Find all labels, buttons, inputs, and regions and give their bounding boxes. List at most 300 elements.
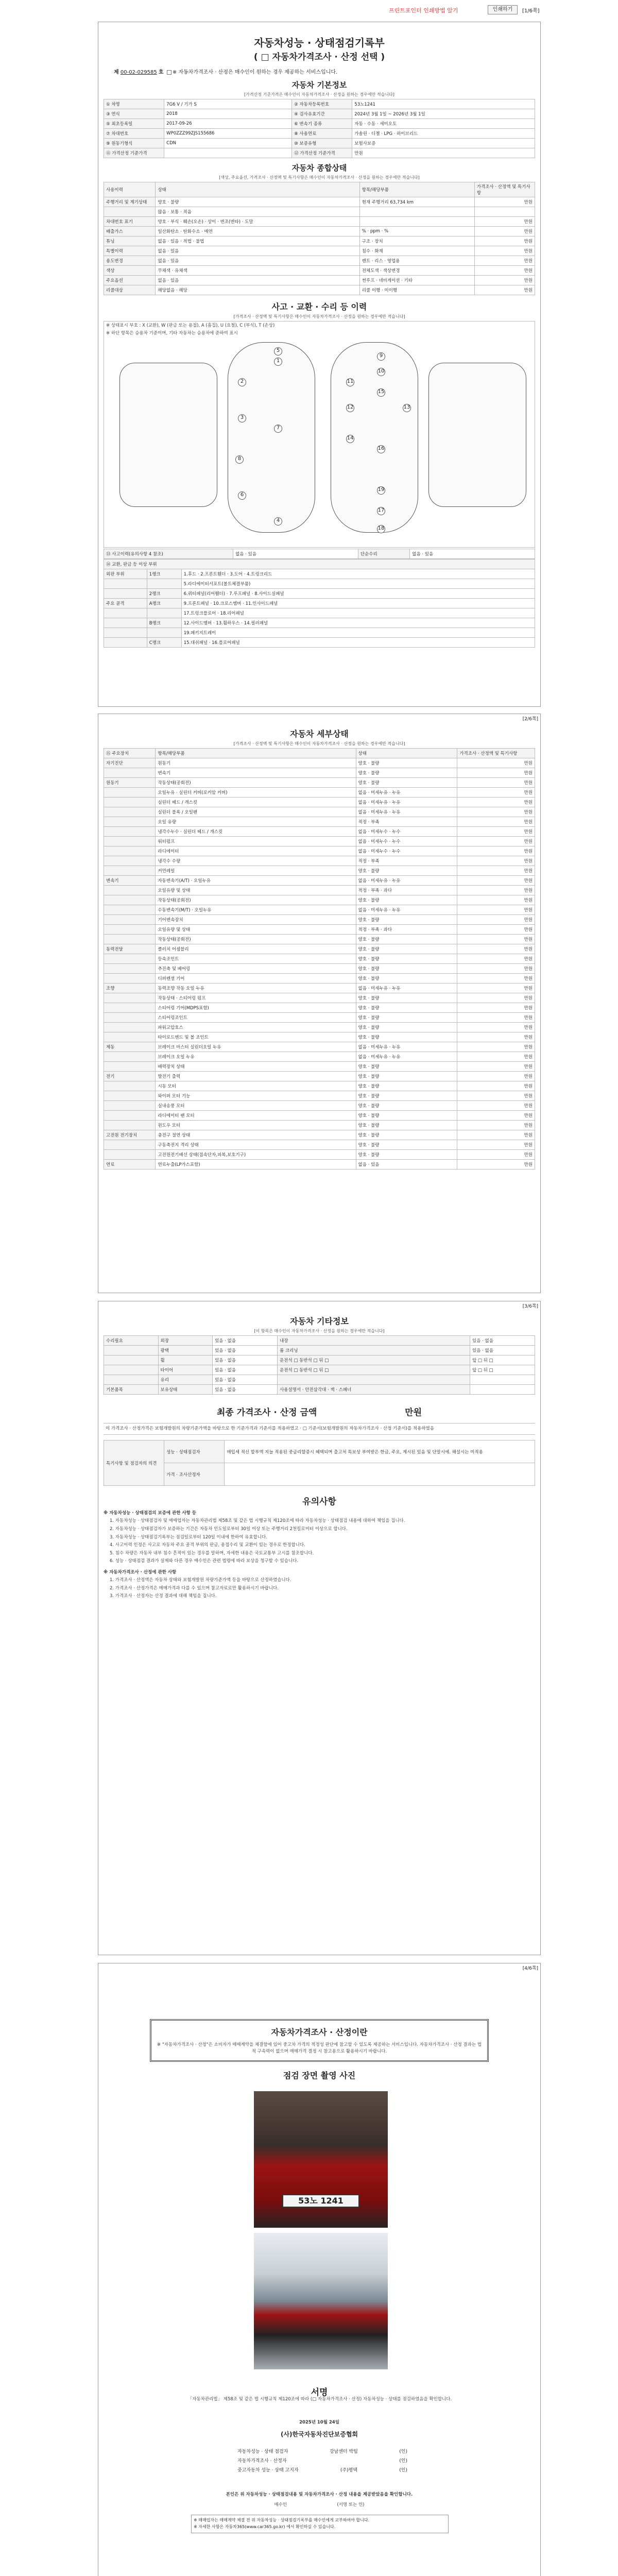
overall-cell: 없음 · 있음 · 적법 · 불법: [156, 236, 359, 246]
basic-label: ⑧ 사용연료: [292, 129, 352, 139]
basic-row: [104, 109, 535, 119]
overall-cell: 만원: [474, 197, 535, 207]
signature-cell: 자동차가격조사 · 산정자: [237, 2459, 287, 2464]
detail-group: [104, 856, 156, 866]
detail-group: 원동기: [104, 778, 156, 788]
doc-title: 자동차성능 · 상태점검기록부: [254, 37, 385, 49]
detail-item: 실내송풍 모터: [156, 1101, 356, 1111]
detail-row: [104, 1003, 535, 1013]
frame-table: [104, 559, 535, 648]
detail-price: 만원: [457, 1072, 535, 1081]
detail-status: 적정 · 부족 · 과다: [356, 886, 457, 895]
other-cell: 광택: [158, 1346, 213, 1355]
frame-row: [104, 569, 535, 579]
detail-item: 커먼레일: [156, 866, 356, 876]
part-label: 17: [377, 507, 385, 515]
notice-title: 유의사항: [302, 1497, 336, 1507]
overall-cell: 색상: [104, 266, 156, 276]
basic-label: ⑪ 가격산정 기준가격: [104, 148, 164, 158]
detail-item: 와이퍼 모터 기능: [156, 1091, 356, 1101]
basic-info-table: [104, 99, 535, 158]
other-cell: 있음 · 없음: [470, 1336, 535, 1346]
detail-row: [104, 1121, 535, 1130]
overall-cell: [359, 207, 474, 217]
detail-status: 양호 · 불량: [356, 1023, 457, 1032]
detail-row: [104, 827, 535, 837]
detail-note: [가격조사 · 산정액 및 특기사항은 매수인이 자동차가격조사 · 산정을 원하는 경우에만 적습니다]: [233, 741, 405, 746]
detail-price: 만원: [457, 1023, 535, 1032]
overall-cell: 차대번호 표기: [104, 217, 156, 227]
detail-status: 양호 · 불량: [356, 1032, 457, 1042]
overall-cell: 없음 · 있음: [156, 246, 359, 256]
detail-row: [104, 866, 535, 876]
detail-row: [104, 758, 535, 768]
other-cell: 유리: [158, 1375, 213, 1385]
detail-row: [104, 925, 535, 935]
overall-row: [104, 285, 535, 295]
overall-cell: 썬루프 · 네비게이션 · 기타: [359, 276, 474, 285]
detail-status: 없음 · 미세누유 · 누유: [356, 905, 457, 915]
overall-cell: % · ppm · %: [359, 227, 474, 236]
basic-label: ⑩ 보증유형: [292, 139, 352, 148]
detail-group: [104, 1062, 156, 1072]
detail-row: [104, 817, 535, 827]
overall-row: [104, 236, 535, 246]
other-cell: [104, 1355, 159, 1365]
overall-cell: 만원: [474, 266, 535, 276]
detail-group: [104, 1081, 156, 1091]
detail-price: 만원: [457, 1111, 535, 1121]
overall-cell: 만원: [474, 227, 535, 236]
detail-price: 만원: [457, 886, 535, 895]
overall-header: 상태: [156, 182, 359, 197]
basic-label: ⑦ 차대번호: [104, 129, 164, 139]
final-price-note: 이 가격조사 · 산정가격은 보험개발원의 차량기준가액을 바탕으로 한 기준가격과 기준서를 적용하였고 · □ 기준서(보험개발원의 자동차가격조사 · 산정 기준서)를 적용하였음: [104, 1423, 535, 1435]
frame-group: [104, 638, 147, 648]
basic-value: [164, 148, 292, 158]
frame-rank: [147, 579, 181, 589]
basic-info-note: [가격산정 기준가격은 매수인이 자동차가격조사 · 산정을 원하는 경우에만 적습니다]: [244, 92, 394, 97]
detail-group: [104, 974, 156, 984]
overall-header: 항목/해당부품: [359, 182, 474, 197]
detail-group: [104, 1052, 156, 1062]
frame-row: [104, 628, 535, 638]
overall-row: [104, 197, 535, 207]
basic-value: 2018: [164, 109, 292, 119]
print-button[interactable]: 인쇄하기: [488, 5, 518, 14]
detail-item: 오일 유량: [156, 817, 356, 827]
signature-cell: 중고자동차 성능 · 상태 고지자: [237, 2468, 299, 2473]
overall-header: 가격조사 · 산정액 및 특기사항: [474, 182, 535, 197]
frame-row: [104, 638, 535, 648]
detail-price: 만원: [457, 827, 535, 837]
signature-cell: (주)평택: [340, 2468, 358, 2473]
overall-cell: 침수 · 화재: [359, 246, 474, 256]
overall-row: [104, 276, 535, 285]
detail-group: 조향: [104, 984, 156, 993]
frame-parts: 1.후드 · 2.프론트휀더 · 3.도어 · 4.트렁크리드: [181, 569, 535, 579]
detail-row: [104, 964, 535, 974]
basic-row: [104, 129, 535, 139]
detail-item: 실린더 헤드 / 개스킷: [156, 798, 356, 807]
frame-rank: [147, 628, 181, 638]
legend-2: ※ 하단 항목은 승용차 기준이며, 기타 자동차는 승용차에 준하여 표시: [106, 331, 238, 336]
detail-item: 발전기 출력: [156, 1072, 356, 1081]
frame-parts: 12.사이드멤버 · 13.휠하우스 · 14.필러패널: [181, 618, 535, 628]
part-label: 12: [346, 404, 354, 412]
accident-history-value: 없음 · 있음: [233, 549, 358, 559]
detail-status: 양호 · 불량: [356, 964, 457, 974]
detail-status: 양호 · 불량: [356, 1130, 457, 1140]
car-diagram-box: [104, 321, 535, 548]
detail-item: 원동기: [156, 758, 356, 768]
frame-rank: 2랭크: [147, 589, 181, 599]
license-plate: 53노 1241: [282, 2194, 359, 2208]
detail-group: 자기진단: [104, 758, 156, 768]
frame-group: 주요 골격: [104, 599, 147, 608]
frame-group: [104, 589, 147, 599]
detail-group: [104, 837, 156, 846]
detail-status: 양호 · 불량: [356, 1121, 457, 1130]
basic-row: [104, 99, 535, 109]
overall-cell: 해당없음 · 해당: [156, 285, 359, 295]
detail-status: 양호 · 불량: [356, 1140, 457, 1150]
overall-cell: 만원: [474, 217, 535, 227]
other-info-title: 자동차 기타정보: [290, 1316, 349, 1326]
detail-status: 양호 · 불량: [356, 974, 457, 984]
page-2: [98, 714, 541, 1293]
detail-price: 만원: [457, 915, 535, 925]
frame-parts: 5.라디에이터서포트(볼트체결부품): [181, 579, 535, 589]
detail-status: 적정 · 부족: [356, 856, 457, 866]
overall-header: 사용이력: [104, 182, 156, 197]
frame-group: [104, 608, 147, 618]
overall-cell: 없음 · 있음: [156, 276, 359, 285]
overall-cell: [359, 217, 474, 227]
detail-group: [104, 1032, 156, 1042]
detail-status: 없음 · 미세누수 · 누수: [356, 837, 457, 846]
overall-row: [104, 266, 535, 276]
detail-item: 자동변속기(A/T) · 오일누유: [156, 876, 356, 886]
appraiser-opinion: [225, 1463, 535, 1486]
signature-cell: 강남센터 박팀: [329, 2449, 358, 2454]
detail-group: [104, 905, 156, 915]
notice-item: 5. 침수 차량은 자동차 내부 침수 흔적이 있는 경우를 말하며, 자세한 내용은 국토교통부 고시를 참조합니다.: [110, 1550, 314, 1556]
detail-item: 오일유량 및 상태: [156, 886, 356, 895]
detail-row: [104, 1042, 535, 1052]
frame-row: [104, 589, 535, 599]
car-frame-diagram: [331, 342, 418, 533]
accident-history-label: ⑬ 사고이력(유의사항 4 참조): [104, 549, 233, 559]
detail-price: 만원: [457, 1101, 535, 1111]
detail-group: [104, 1111, 156, 1121]
other-info-note: [이 항목은 매수인이 자동차가격조사 · 산정을 원하는 경우에만 적습니다]: [254, 1329, 385, 1333]
other-cell: 보유상태: [158, 1385, 213, 1395]
overall-note: [색상, 주요옵션, 가격조사 · 산정액 및 특기사항은 매수인이 자동차가격조사 · 산정을 원하는 경우에만 적습니다]: [219, 175, 420, 180]
receipt-text: 본인은 위 자동차성능 · 상태점검내용 및 자동차가격조사 · 산정 내용을 제공받았음을 확인합니다.: [226, 2492, 413, 2497]
overall-cell: 일산화탄소 · 탄화수소 · 매연: [156, 227, 359, 236]
sign-title: 서명: [311, 2387, 328, 2398]
notice-item: 2. 자동차성능 · 상태점검자가 보증하는 기간은 자동차 인도일로부터 30일 이상 또는 주행거리 2천킬로미터 이상으로 합니다.: [110, 1526, 348, 1532]
detail-item: 브레이크 오일 누유: [156, 1052, 356, 1062]
part-label: 15: [377, 388, 385, 397]
other-cell: 앞 □ 뒤 □: [470, 1355, 535, 1365]
detail-row: [104, 768, 535, 778]
basic-label: ⑤ 최초등록일: [104, 119, 164, 129]
detail-group: [104, 788, 156, 798]
basic-value: 2017-09-26: [164, 119, 292, 129]
detail-status: 없음 · 미세누수 · 누수: [356, 846, 457, 856]
detail-price: 만원: [457, 758, 535, 768]
detail-item: 오일누유 · 실린더 커버(로커암 커버): [156, 788, 356, 798]
detail-group: [104, 993, 156, 1003]
detail-group: [104, 1121, 156, 1130]
page-number: [2/6쪽]: [522, 717, 538, 722]
detail-item: 실린더 블록 / 오일팬: [156, 807, 356, 817]
detail-item: 워터펌프: [156, 837, 356, 846]
overall-cell: 양호 · 불량: [156, 197, 359, 207]
page-number: [4/6쪽]: [522, 1966, 538, 1971]
overall-row: [104, 246, 535, 256]
detail-price: 만원: [457, 895, 535, 905]
detail-status: 없음 · 미세누유 · 누유: [356, 1052, 457, 1062]
detail-price: 만원: [457, 798, 535, 807]
detail-item: 브레이크 마스터 실린더오일 누유: [156, 1042, 356, 1052]
detail-price: 만원: [457, 1140, 535, 1150]
inspection-photo-lift: [254, 2233, 388, 2369]
detail-status: 없음 · 미세누유 · 누유: [356, 1042, 457, 1052]
page-1: [98, 22, 541, 707]
overall-cell: 리콜대상: [104, 285, 156, 295]
basic-value: 자동 · 수동 · 세미오토: [352, 119, 535, 129]
detail-row: [104, 856, 535, 866]
part-label: 19: [377, 486, 385, 495]
detail-status: 양호 · 불량: [356, 1081, 457, 1091]
basic-label: ⑥ 변속기 종류: [292, 119, 352, 129]
car-side-left-diagram: [119, 363, 217, 507]
other-cell: 사용설명서 · 안전삼각대 · 잭 · 스패너: [278, 1385, 470, 1395]
notice-2-list: [104, 1577, 535, 1600]
frame-rank: A랭크: [147, 599, 181, 608]
basic-label: ① 차명: [104, 99, 164, 109]
detail-header: ⑮ 주요장치: [104, 749, 156, 758]
inspector-label: 성능 · 상태점검자: [164, 1440, 225, 1463]
detail-row: [104, 915, 535, 925]
notice-item: 1. 자동차성능 · 상태점검자 및 매매업자는 자동차관리법 제58조 및 같은 법 시행규칙 제120조에 따라 자동차성능 · 상태점검 내용에 대하여 책임을 집니다.: [110, 1518, 405, 1524]
basic-label: ⑫ 가격산정 기준가격: [292, 148, 352, 158]
overall-cell: 특별이력: [104, 246, 156, 256]
detail-item: 라디에이터 팬 모터: [156, 1111, 356, 1121]
frame-row: [104, 618, 535, 628]
detail-price: 만원: [457, 954, 535, 964]
print-help-link[interactable]: 프린트포인터 인쇄방법 알기: [389, 7, 458, 14]
detail-price: 만원: [457, 935, 535, 944]
notice-item: 4. 사고이력 인정은 사고로 자동차 주요 골격 부위의 판금, 용접수리 및 교환이 있는 경우로 한정합니다.: [110, 1543, 305, 1548]
frame-group: [104, 579, 147, 589]
special-table: [104, 1440, 535, 1486]
basic-label: ④ 검사유효기간: [292, 109, 352, 119]
other-cell: 수리필요: [104, 1336, 159, 1346]
detail-row: [104, 944, 535, 954]
detail-item: 냉각수 수량: [156, 856, 356, 866]
photo-title: 점검 장면 촬영 사진: [283, 2071, 356, 2081]
part-label: 5: [274, 347, 282, 355]
detail-price: 만원: [457, 974, 535, 984]
part-label: 10: [377, 368, 385, 376]
other-cell: 운전석 □ 동반석 □ 뒤 □: [278, 1365, 470, 1375]
frame-parts: 17.트렁크플로어 · 18.리어패널: [181, 608, 535, 618]
detail-item: 타이로드엔드 및 볼 조인트: [156, 1032, 356, 1042]
overall-cell: 만원: [474, 285, 535, 295]
detail-item: 충전구 절연 상태: [156, 1130, 356, 1140]
detail-status: 양호 · 불량: [356, 758, 457, 768]
detail-header: 상태: [356, 749, 457, 758]
detail-price: 만원: [457, 905, 535, 915]
basic-row: [104, 148, 535, 158]
appraisal-box: [150, 2019, 489, 2062]
basic-value: 2024년 3월 1일 ~ 2026년 3월 1일: [352, 109, 535, 119]
detail-row: [104, 1062, 535, 1072]
basic-value: 만원: [352, 148, 535, 158]
other-cell: [104, 1375, 159, 1385]
detail-status: 양호 · 불량: [356, 915, 457, 925]
detail-status: 양호 · 불량: [356, 954, 457, 964]
detail-item: 구동축전지 격리 상태: [156, 1140, 356, 1150]
detail-group: [104, 1150, 156, 1160]
overall-cell: 용도변경: [104, 256, 156, 266]
doc-subtitle: ( □ 자동차가격조사 · 산정 선택 ): [253, 52, 385, 62]
detail-status: 없음 · 미세누유 · 누유: [356, 984, 457, 993]
detail-price: 만원: [457, 876, 535, 886]
simple-repair-label: 단순수리: [358, 549, 409, 559]
detail-price: 만원: [457, 1130, 535, 1140]
other-cell: 있음 · 없음: [213, 1346, 278, 1355]
detail-group: 변속기: [104, 876, 156, 886]
overall-cell: [474, 207, 535, 217]
overall-cell: 없음 · 있음: [156, 256, 359, 266]
detail-group: [104, 866, 156, 876]
frame-rank: 1랭크: [147, 569, 181, 579]
other-cell: 있음 · 없음: [213, 1365, 278, 1375]
detail-row: [104, 974, 535, 984]
notice-1-list: [104, 1518, 535, 1565]
detail-price: 만원: [457, 984, 535, 993]
detail-group: [104, 1003, 156, 1013]
detail-row: [104, 846, 535, 856]
part-label: 18: [377, 525, 385, 533]
detail-item: 냉각수누수 · 실린더 헤드 / 개스킷: [156, 827, 356, 837]
overall-cell: 만원: [474, 236, 535, 246]
detail-row: [104, 993, 535, 1003]
accident-note: [가격조사 · 산정액 및 특기사항은 매수인이 자동차가격조사 · 산정을 원하는 경우에만 적습니다]: [233, 314, 405, 319]
signature-cell: (인): [399, 2449, 407, 2454]
overall-cell: 구조 · 장치: [359, 236, 474, 246]
detail-price: 만원: [457, 1081, 535, 1091]
detail-status: 양호 · 불량: [356, 1003, 457, 1013]
overall-cell: 많음 · 보통 · 적음: [156, 207, 359, 217]
basic-info-title: 자동차 기본정보: [291, 80, 347, 90]
detail-row: [104, 1081, 535, 1091]
detail-group: [104, 827, 156, 837]
detail-price: 만원: [457, 768, 535, 778]
other-cell: 있음 · 없음: [213, 1355, 278, 1365]
part-label: 1: [274, 358, 282, 366]
detail-row: [104, 798, 535, 807]
footer-line: ※ 매매업자는 매매계약 체결 전 위 자동차성능 · 상태점검기록부를 매수인에게 교부하여야 합니다.: [194, 2518, 370, 2522]
other-row: [104, 1355, 535, 1365]
detail-item: 동력조향 작동 오일 누유: [156, 984, 356, 993]
detail-item: 작동상태 · 스티어링 펌프: [156, 993, 356, 1003]
detail-price: 만원: [457, 1013, 535, 1023]
detail-row: [104, 1032, 535, 1042]
overall-cell: 전체도색 · 색상변경: [359, 266, 474, 276]
detail-price: 만원: [457, 925, 535, 935]
other-cell: [470, 1375, 535, 1385]
detail-item: 연료누출(LP가스포함): [156, 1160, 356, 1170]
page-number: [3/6쪽]: [522, 1304, 538, 1309]
detail-status: 양호 · 불량: [356, 993, 457, 1003]
detail-group: [104, 1023, 156, 1032]
detail-item: 변속기: [156, 768, 356, 778]
part-label: 16: [377, 445, 385, 453]
detail-price: 만원: [457, 1121, 535, 1130]
detail-group: 연료: [104, 1160, 156, 1170]
part-label: 13: [403, 404, 411, 412]
cert-number: 00-02-029585: [120, 70, 157, 75]
detail-price: 만원: [457, 856, 535, 866]
car-side-right-diagram: [428, 363, 526, 507]
detail-price: 만원: [457, 778, 535, 788]
frame-group: [104, 618, 147, 628]
detail-price: 만원: [457, 1150, 535, 1160]
detail-group: 동력전달: [104, 944, 156, 954]
detail-status: 양호 · 불량: [356, 935, 457, 944]
detail-price: 만원: [457, 807, 535, 817]
other-cell: 있음 · 없음: [213, 1336, 278, 1346]
detail-item: 작동상태(공회전): [156, 778, 356, 788]
signature-cell: 자동차성능 · 상태 점검자: [237, 2449, 288, 2454]
detail-item: 오일유량 및 상태: [156, 925, 356, 935]
detail-row: [104, 1111, 535, 1121]
overall-cell: 만원: [474, 246, 535, 256]
car-top-diagram: [228, 342, 315, 533]
detail-status: 양호 · 불량: [356, 1150, 457, 1160]
detail-header: 항목/해당부품: [156, 749, 356, 758]
notice-item: 6. 성능 · 상태점검 결과가 실제와 다른 경우 매수인은 관련 법령에 따라 보상을 청구할 수 있습니다.: [110, 1558, 299, 1564]
detail-row: [104, 1140, 535, 1150]
detail-price: 만원: [457, 1042, 535, 1052]
signature-row: [237, 2457, 407, 2464]
detail-row: [104, 954, 535, 964]
detail-title: 자동차 세부상태: [290, 729, 349, 739]
sign-date: 2025년 10월 24일: [299, 2420, 339, 2425]
other-info-table: [104, 1335, 535, 1395]
other-cell: 운전석 □ 동반석 □ 뒤 □: [278, 1355, 470, 1365]
detail-row: [104, 1130, 535, 1140]
part-label: 3: [238, 414, 246, 422]
overall-cell: 양호 · 부식 · 훼손(오손) · 상이 · 변조(변타) · 도말: [156, 217, 359, 227]
detail-item: 시동 모터: [156, 1081, 356, 1091]
accident-title: 사고 · 교환 · 수리 등 이력: [271, 302, 367, 312]
detail-price: 만원: [457, 837, 535, 846]
detail-price: 만원: [457, 1052, 535, 1062]
detail-item: 수동변속기(M/T) · 오일누유: [156, 905, 356, 915]
signature-row: [237, 2466, 407, 2473]
footer-box: [191, 2515, 449, 2533]
detail-status: 양호 · 불량: [356, 778, 457, 788]
other-row: [104, 1385, 535, 1395]
basic-row: [104, 119, 535, 129]
